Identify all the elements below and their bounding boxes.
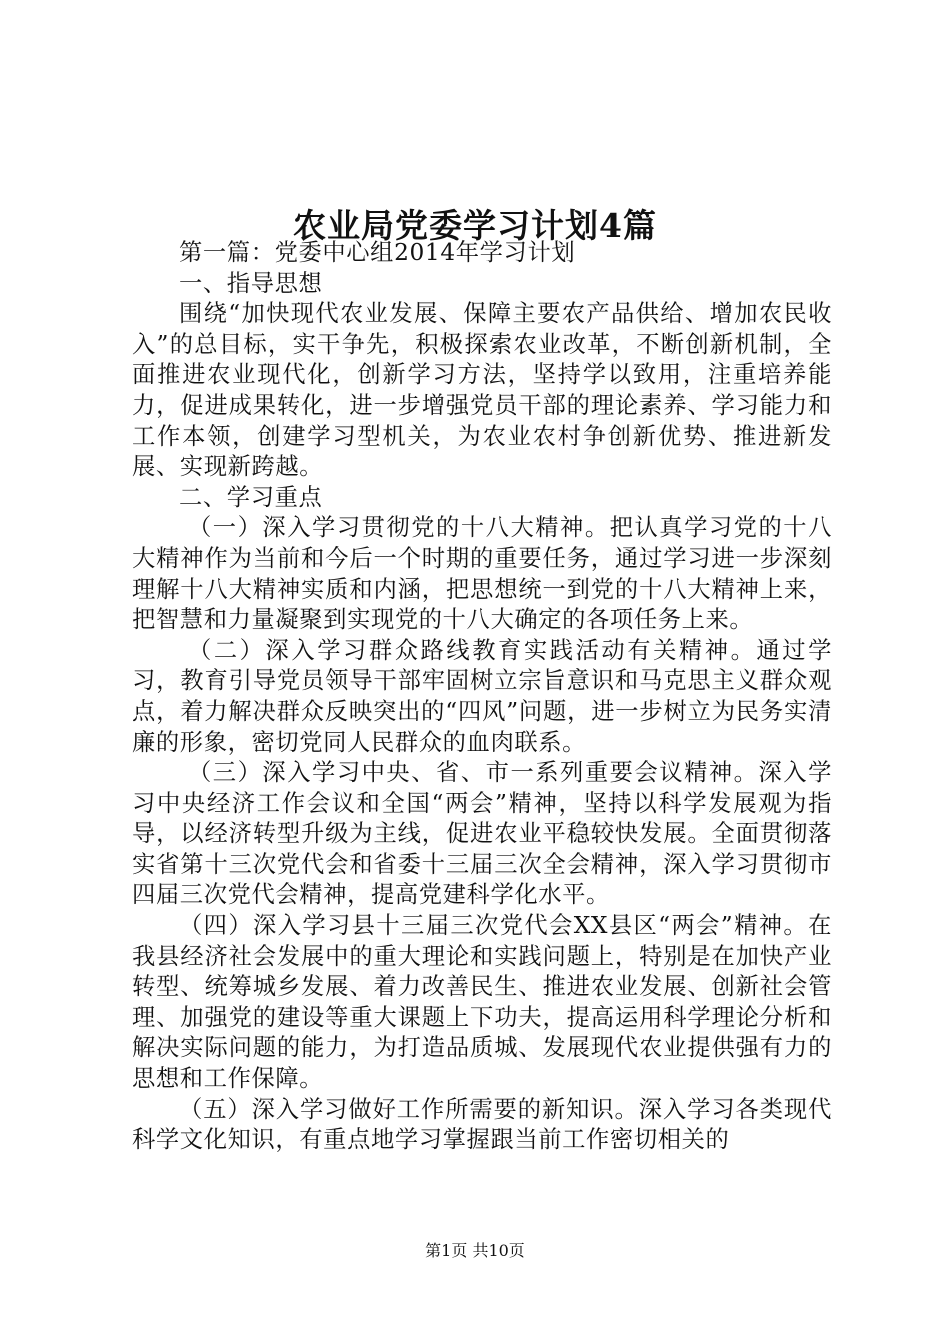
document-body	[132, 238, 832, 1156]
paragraph-focus-5: （五）深入学习做好工作所需要的新知识。深入学习各类现代科学文化知识，有重点地学习掌握跟当前工作密切相关的	[132, 1095, 832, 1154]
paragraph-focus-1: （一）深入学习贯彻党的十八大精神。把认真学习党的十八大精神作为当前和今后一个时期的重要任务，通过学习进一步深刻理解十八大精神实质和内涵，把思想统一到党的十八大精神上来，把智慧和力量凝聚到实现党的十八大确定的各项任务上来。	[132, 514, 832, 634]
document-title: 农业局党委学习计划4篇	[293, 206, 657, 246]
paragraph-focus-3: （三）深入学习中央、省、市一系列重要会议精神。深入学习中央经济工作会议和全国“两会”精神，坚持以科学发展观为指导，以经济转型升级为主线，促进农业平稳较快发展。全面贯彻落实省第十三次党代会和省委十三届三次全会精神，深入学习贯彻市四届三次党代会精神，提高党建科学化水平。	[132, 759, 832, 909]
paragraph-focus-4: （四）深入学习县十三届三次党代会XX县区“两会”精神。在我县经济社会发展中的重大理论和实践问题上，特别是在加快产业转型、统筹城乡发展、着力改善民生、推进农业发展、创新社会管理、加强党的建设等重大课题上下功夫，提高运用科学理论分析和解决实际问题的能力，为打造品质城、发展现代农业提供强有力的思想和工作保障。	[132, 912, 832, 1093]
page-number-footer: 第1页 共10页	[425, 1241, 525, 1260]
paragraph-study-focus-heading: 二、学习重点	[179, 483, 323, 511]
paragraph-focus-2: （二）深入学习群众路线教育实践活动有关精神。通过学习，教育引导党员领导干部牢固树立宗旨意识和马克思主义群众观点，着力解决群众反映突出的“四风”问题，进一步树立为民务实清廉的形象，密切党同人民群众的血肉联系。	[132, 636, 832, 756]
paragraph-section-heading: 第一篇：党委中心组2014年学习计划	[179, 239, 576, 266]
paragraph-guiding-ideology-heading: 一、指导思想	[179, 269, 323, 297]
paragraph-guiding-ideology: 围绕“加快现代农业发展、保障主要农产品供给、增加农民收入”的总目标，实干争先，积极探索农业改革，不断创新机制，全面推进农业现代化，创新学习方法，坚持学以致用，注重培养能力，促进成果转化，进一步增强党员干部的理论素养、学习能力和工作本领，创建学习型机关，为农业农村争创新优势、推进新发展、实现新跨越。	[132, 300, 832, 481]
